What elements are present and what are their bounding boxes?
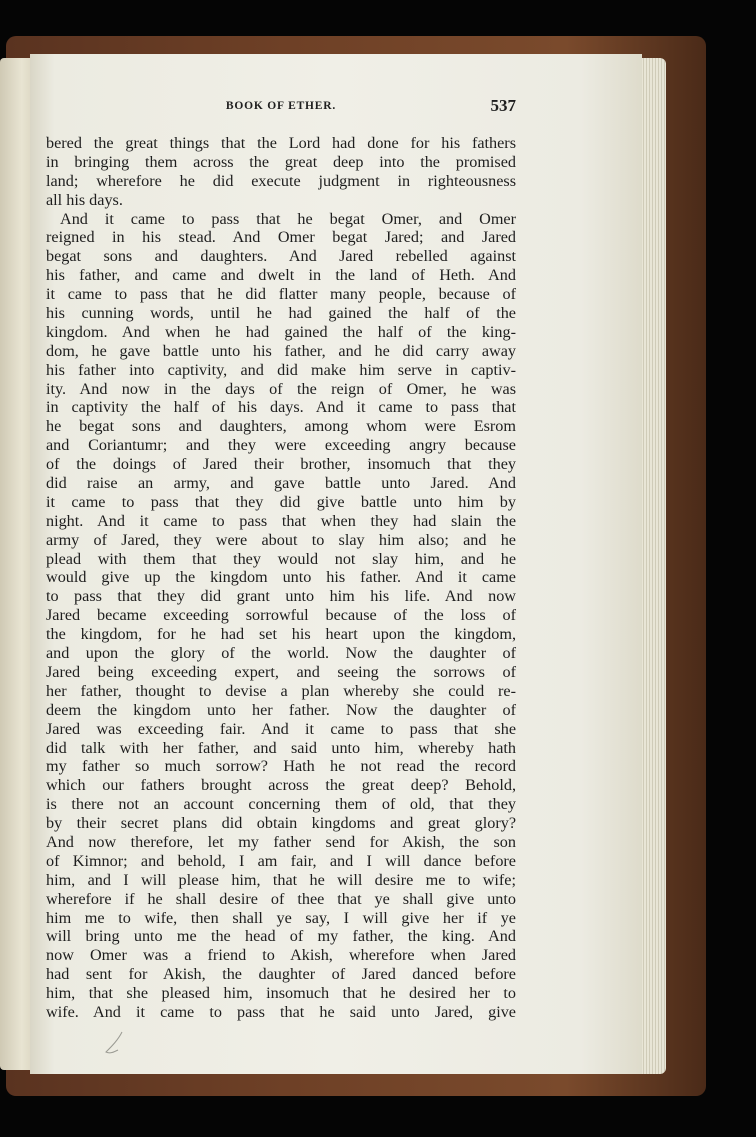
text-line: wife. And it came to pass that he said unto Jared, give: [46, 1002, 516, 1021]
pencil-mark: [100, 1030, 140, 1060]
text-line: will bring unto me the head of my father, the king. And: [46, 927, 516, 946]
text-line: in captivity the half of his days. And it came to pass that: [46, 398, 516, 417]
text-line: in bringing them across the great deep into the promised: [46, 152, 516, 171]
text-line: and upon the glory of the world. Now the daughter of: [46, 644, 516, 663]
text-line: Jared was exceeding fair. And it came to pass that she: [46, 719, 516, 738]
text-line: kingdom. And when he had gained the half of the king-: [46, 322, 516, 341]
text-line: he begat sons and daughters, among whom were Esrom: [46, 417, 516, 436]
running-head: BOOK OF ETHER.: [225, 100, 337, 112]
text-line: did raise an army, and gave battle unto Jared. And: [46, 474, 516, 493]
text-line: begat sons and daughters. And Jared rebelled against: [46, 247, 516, 266]
text-line: the kingdom, for he had set his heart upon the kingdom,: [46, 625, 516, 644]
page-header: [46, 96, 516, 120]
text-line: reigned in his stead. And Omer begat Jared; and Jared: [46, 228, 516, 247]
text-line: it came to pass that they did give battle unto him by: [46, 492, 516, 511]
text-line: ity. And now in the days of the reign of Omer, he was: [46, 379, 516, 398]
text-line: army of Jared, they were about to slay him also; and he: [46, 530, 516, 549]
text-line: wherefore if he shall desire of thee that ye shall give unto: [46, 889, 516, 908]
text-line: night. And it came to pass that when they had slain the: [46, 511, 516, 530]
text-line: now Omer was a friend to Akish, wherefore when Jared: [46, 946, 516, 965]
text-line: it came to pass that he did flatter many people, because of: [46, 285, 516, 304]
text-line: of the doings of Jared their brother, insomuch that they: [46, 455, 516, 474]
text-line: all his days.: [46, 190, 123, 209]
text-line: him me to wife, then shall ye say, I will give her if ye: [46, 908, 516, 927]
text-line: his father into captivity, and did make him serve in captiv-: [46, 360, 516, 379]
text-line: Jared being exceeding expert, and seeing the sorrows of: [46, 662, 516, 681]
text-line: did talk with her father, and said unto him, whereby hath: [46, 738, 516, 757]
text-line: to pass that they did grant unto him his life. And now: [46, 587, 516, 606]
text-line: dom, he gave battle unto his father, and he did carry away: [46, 341, 516, 360]
text-line: his father, and came and dwelt in the land of Heth. And: [46, 266, 516, 285]
text-line: him, that she pleased him, insomuch that he desired her to: [46, 984, 516, 1003]
text-line: my father so much sorrow? Hath he not read the record: [46, 757, 516, 776]
text-line: had sent for Akish, the daughter of Jared danced before: [46, 965, 516, 984]
text-line: him, and I will please him, that he will desire me to wife;: [46, 870, 516, 889]
body-text: [46, 134, 516, 1022]
text-line: which our fathers brought across the great deep? Behold,: [46, 776, 516, 795]
text-line: by their secret plans did obtain kingdoms and great glory?: [46, 814, 516, 833]
text-line: and Coriantumr; and they were exceeding angry because: [46, 436, 516, 455]
text-line: land; wherefore he did execute judgment in righteousness: [46, 171, 516, 190]
text-line: deem the kingdom unto her father. Now the daughter of: [46, 700, 516, 719]
text-line: would give up the kingdom unto his father. And it came: [46, 568, 516, 587]
text-line: bered the great things that the Lord had done for his fathers: [46, 134, 516, 152]
text-line: And it came to pass that he begat Omer, and Omer: [60, 209, 516, 228]
text-line: his cunning words, until he had gained the half of the: [46, 304, 516, 323]
text-line: And now therefore, let my father send for Akish, the son: [46, 832, 516, 851]
text-line: her father, thought to devise a plan whereby she could re-: [46, 681, 516, 700]
text-line: is there not an account concerning them of old, that they: [46, 795, 516, 814]
text-line: plead with them that they would not slay him, and he: [46, 549, 516, 568]
page-number: 537: [490, 96, 516, 115]
text-line: Jared became exceeding sorrowful because of the loss of: [46, 606, 516, 625]
text-line: of Kimnor; and behold, I am fair, and I will dance before: [46, 851, 516, 870]
